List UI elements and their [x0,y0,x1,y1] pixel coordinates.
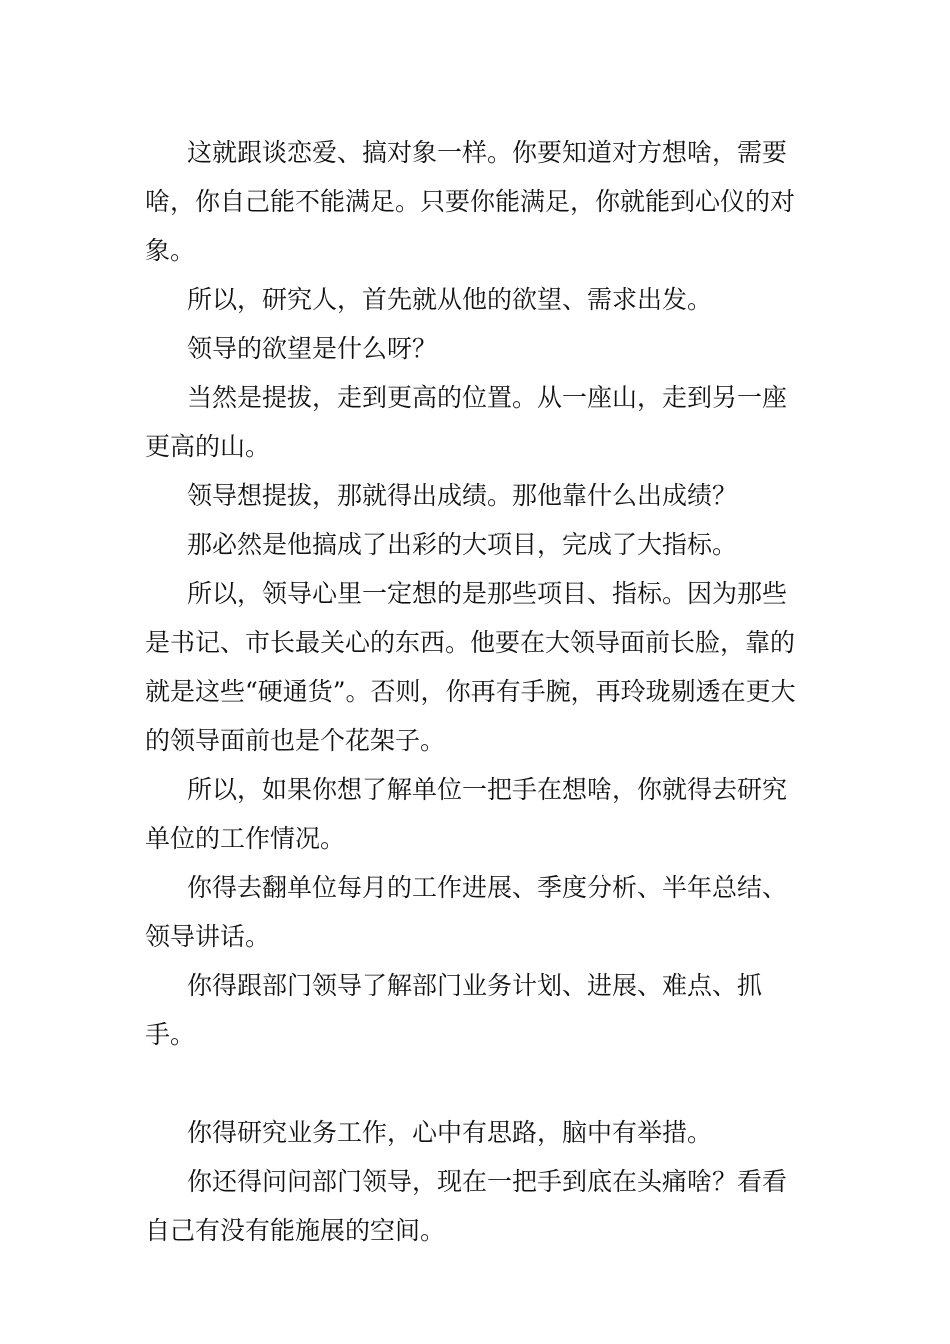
paragraph-9: 你得去翻单位每月的工作进展、季度分析、半年总结、领导讲话。 [145,873,788,951]
paragraph-3: 领导的欲望是什么呀？ [187,334,438,363]
paragraph-4: 当然是提拔，走到更高的位置。从一座山，走到另一座更高的山。 [145,383,788,461]
paragraph-8: 所以，如果你想了解单位一把手在想啥，你就得去研究单位的工作情况。 [145,775,788,853]
paragraph-12: 你还得问问部门领导，现在一把手到底在头痛啥？看看自己有没有能施展的空间。 [145,1167,788,1245]
paragraph-6: 那必然是他搞成了出彩的大项目，完成了大指标。 [187,530,738,559]
body-text [145,128,807,1255]
paragraph-2: 所以，研究人，首先就从他的欲望、需求出发。 [187,285,713,314]
paragraph-5: 领导想提拔，那就得出成绩。那他靠什么出成绩？ [187,481,738,510]
paragraph-11: 你得研究业务工作，心中有思路，脑中有举措。 [187,1118,713,1147]
paragraph-10: 你得跟部门领导了解部门业务计划、进展、难点、抓手。 [145,971,763,1049]
paragraph-1: 这就跟谈恋爱、搞对象一样。你要知道对方想啥，需要啥，你自己能不能满足。只要你能满足，你就能到心仪的对象。 [145,138,796,265]
paragraph-7: 所以，领导心里一定想的是那些项目、指标。因为那些是书记、市长最关心的东西。他要在大领导面前长脸，靠的就是这些“硬通货”。否则，你再有手腕，再玲珑剔透在更大的领导面前也是个花架子。 [145,579,796,755]
